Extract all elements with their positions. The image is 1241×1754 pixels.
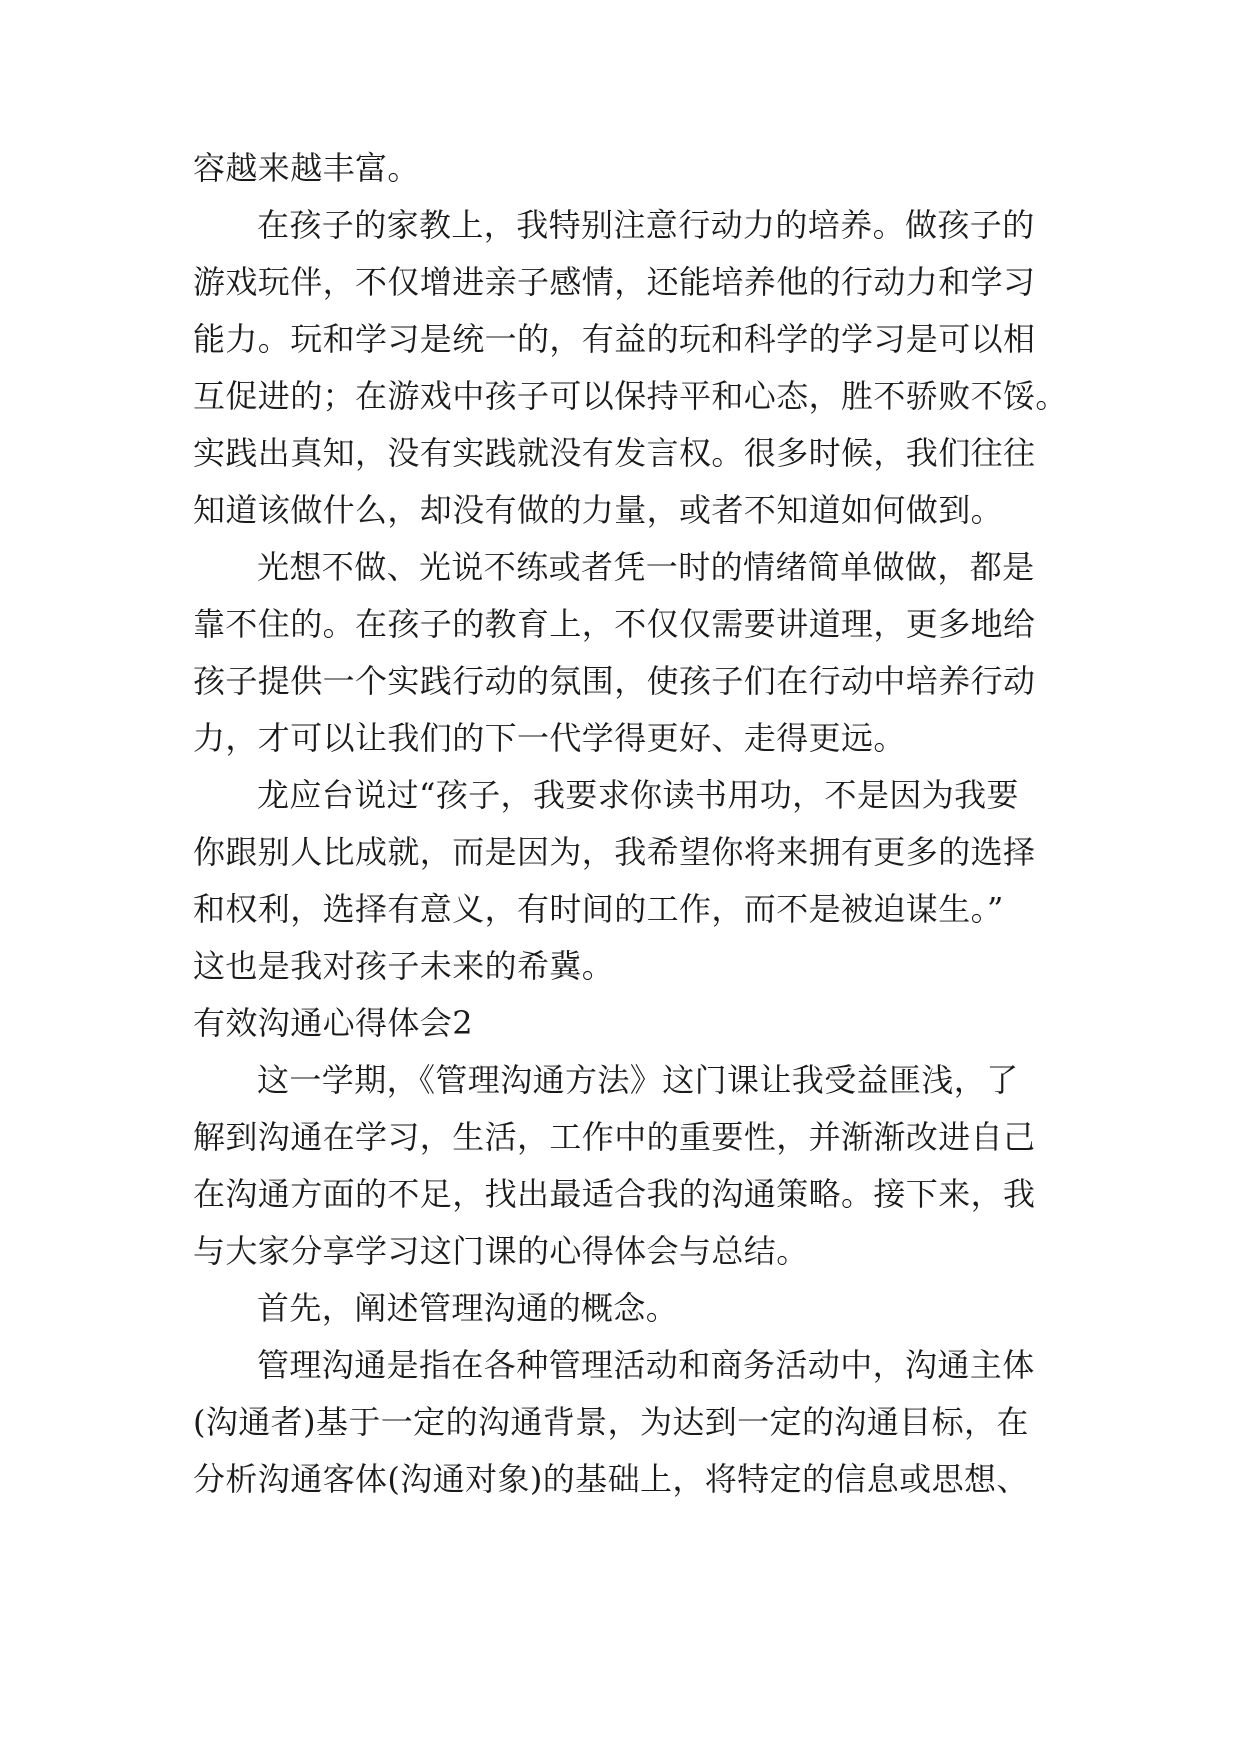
text-line: 游戏玩伴，不仅增进亲子感情，还能培养他的行动力和学习 [193, 263, 1036, 301]
text-line: 龙应台说过“孩子，我要求你读书用功，不是因为我要 [257, 776, 1019, 814]
text-line: 靠不住的。在孩子的教育上，不仅仅需要讲道理，更多地给 [193, 605, 1036, 643]
text-line: 管理沟通是指在各种管理活动和商务活动中，沟通主体 [257, 1346, 1035, 1384]
text-line: 你跟别人比成就，而是因为，我希望你将来拥有更多的选择 [193, 833, 1036, 871]
text-line: 首先，阐述管理沟通的概念。 [257, 1289, 679, 1327]
text-line: 这一学期，《管理沟通方法》这门课让我受益匪浅，了 [257, 1061, 1019, 1099]
text-line: 实践出真知，没有实践就没有发言权。很多时候，我们往往 [193, 434, 1036, 472]
section-heading: 有效沟通心得体会2 [193, 1004, 473, 1042]
text-line: 能力。玩和学习是统一的，有益的玩和科学的学习是可以相 [193, 320, 1036, 358]
text-line: 孩子提供一个实践行动的氛围，使孩子们在行动中培养行动 [193, 662, 1036, 700]
text-line: 和权利，选择有意义，有时间的工作，而不是被迫谋生。” [193, 890, 1004, 928]
text-line: 解到沟通在学习，生活，工作中的重要性，并渐渐改进自己 [193, 1118, 1036, 1156]
text-line: 力，才可以让我们的下一代学得更好、走得更远。 [193, 719, 906, 757]
text-line: 知道该做什么，却没有做的力量，或者不知道如何做到。 [193, 491, 1004, 529]
text-line: 光想不做、光说不练或者凭一时的情绪简单做做，都是 [257, 548, 1035, 586]
text-line: 在孩子的家教上，我特别注意行动力的培养。做孩子的 [257, 206, 1035, 244]
text-line: 这也是我对孩子未来的希冀。 [193, 947, 615, 985]
text-line: 在沟通方面的不足，找出最适合我的沟通策略。接下来，我 [193, 1175, 1036, 1213]
text-line: (沟通者)基于一定的沟通背景，为达到一定的沟通目标，在 [193, 1403, 1029, 1441]
text-line: 互促进的；在游戏中孩子可以保持平和心态，胜不骄败不馁。 [193, 377, 1068, 415]
text-line: 与大家分享学习这门课的心得体会与总结。 [193, 1232, 809, 1270]
text-line: 分析沟通客体(沟通对象)的基础上，将特定的信息或思想、 [193, 1460, 1029, 1498]
text-line: 容越来越丰富。 [193, 149, 420, 187]
